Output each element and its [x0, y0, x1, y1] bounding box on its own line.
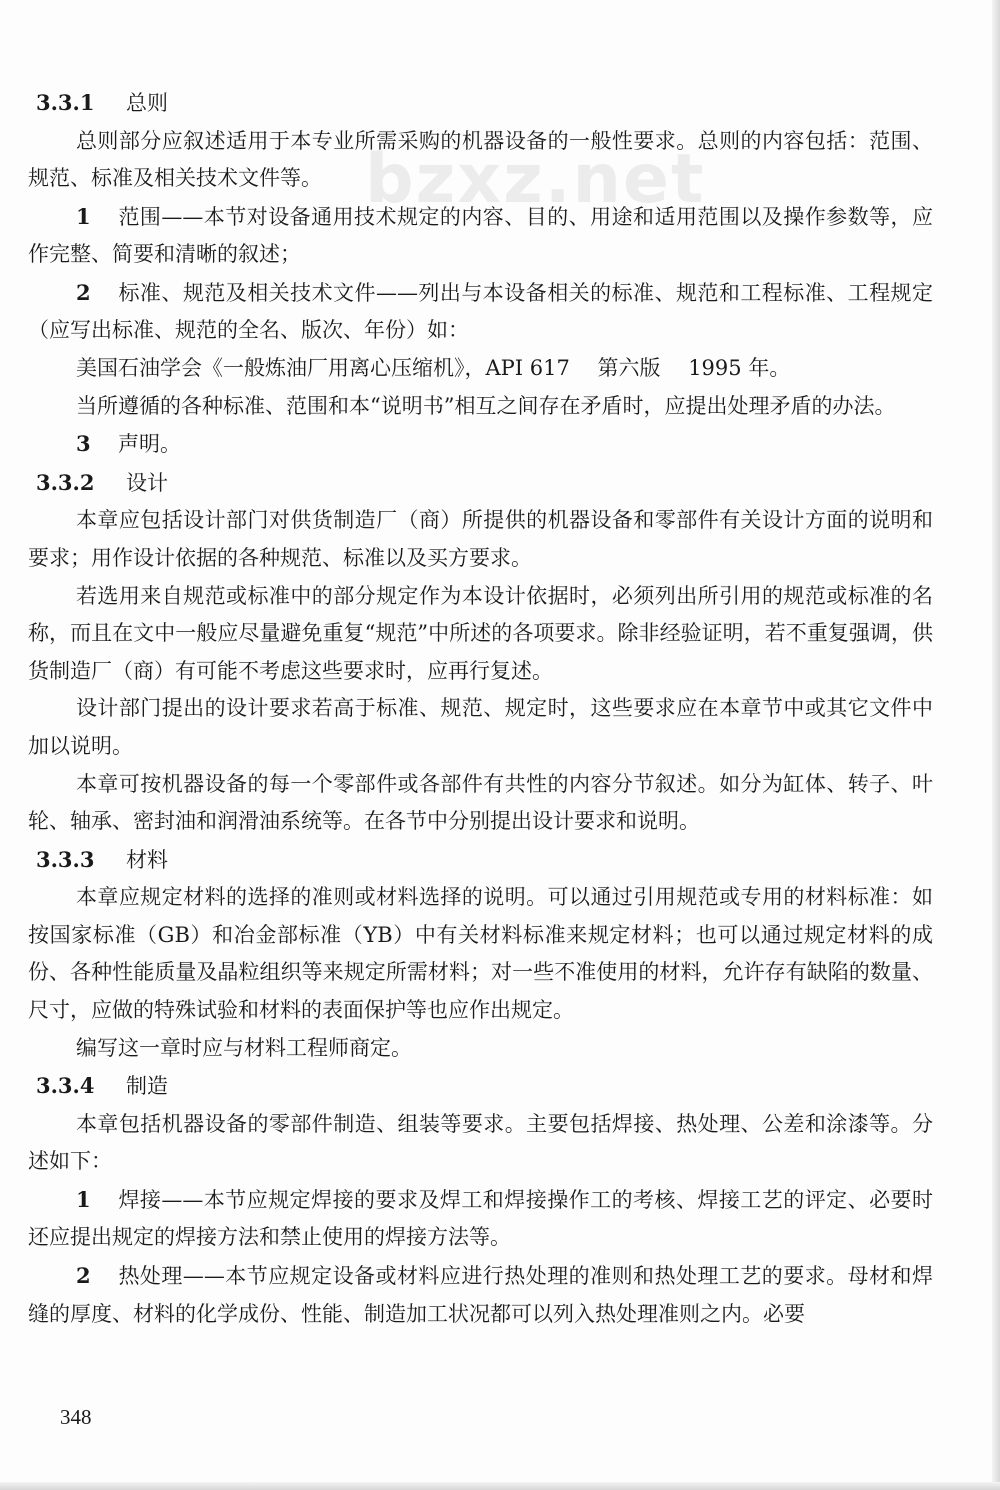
item-text: 范围——本节对设备通用技术规定的内容、目的、用途和适用范围以及操作参数等，应作完整、简要和清晰的叙述； [28, 204, 933, 267]
paragraph: 编写这一章时应与材料工程师商定。 [76, 1035, 412, 1060]
list-item [28, 198, 933, 274]
paragraph: 本章应包括设计部门对供货制造厂（商）所提供的机器设备和零部件有关设计方面的说明和要求；用作设计依据的各种规范、标准以及买方要求。 [28, 508, 933, 570]
paragraph: 本章可按机器设备的每一个零部件或各部件有共性的内容分节叙述。如分为缸体、转子、叶轮、轴承、密封油和润滑油系统等。在各节中分别提出设计要求和说明。 [28, 771, 933, 834]
list-item [28, 425, 933, 464]
item-number: 2 [76, 279, 91, 305]
paragraph: 美国石油学会《一般炼油厂用离心压缩机》，API 617 第六版 1995 年。 [76, 356, 791, 381]
list-item [28, 1181, 933, 1257]
item-number: 2 [76, 1263, 91, 1289]
page-edge-shadow [992, 0, 1000, 1490]
section-heading-3-3-1 [36, 84, 933, 123]
section-number: 3.3.1 [36, 90, 95, 115]
section-title: 材料 [126, 847, 168, 872]
paragraph: 本章应规定材料的选择的准则或材料选择的说明。可以通过引用规范或专用的材料标准：如按国家标准（GB）和冶金部标准（YB）中有关材料标准来规定材料；也可以通过规定材料的成份、各种性能质量及晶粒组织等来规定所需材料；对一些不准使用的材料，允许存有缺陷的数量、尺寸，应做的特殊试验和材料的表面保护等也应作出规定。 [28, 885, 933, 1022]
section-title: 设计 [126, 470, 168, 495]
watermark: bzxz.net [365, 140, 706, 219]
paragraph: 若选用来自规范或标准中的部分规定作为本设计依据时，必须列出所引用的规范或标准的名称，而且在文中一般应尽量避免重复“规范”中所述的各项要求。除非经验证明，若不重复强调，供货制造厂（商）有可能不考虑这些要求时，应再行复述。 [28, 583, 933, 683]
section-number: 3.3.2 [36, 469, 95, 495]
section-heading-3-3-2 [36, 464, 933, 503]
list-item [28, 1257, 933, 1333]
item-number: 1 [76, 203, 91, 229]
item-text: 热处理——本节应规定设备或材料应进行热处理的准则和热处理工艺的要求。母材和焊缝的厚度、材料的化学成份、性能、制造加工状况都可以列入热处理准则之内。必要 [28, 1264, 933, 1326]
item-text: 声明。 [118, 432, 181, 457]
paragraph: 设计部门提出的设计要求若高于标准、规范、规定时，这些要求应在本章节中或其它文件中加以说明。 [28, 696, 933, 758]
paragraph: 当所遵循的各种标准、范围和本“说明书”相互之间存在矛盾时，应提出处理矛盾的办法。 [76, 393, 896, 418]
paragraph: 本章包括机器设备的零部件制造、组装等要求。主要包括焊接、热处理、公差和涂漆等。分述如下： [28, 1111, 933, 1174]
item-text: 焊接——本节应规定焊接的要求及焊工和焊接操作工的考核、焊接工艺的评定、必要时还应提出规定的焊接方法和禁止使用的焊接方法等。 [28, 1187, 933, 1250]
section-title: 总则 [126, 91, 168, 115]
page-content [28, 84, 933, 1333]
item-text: 标准、规范及相关技术文件——列出与本设备相关的标准、规范和工程标准、工程规定（应写出标准、规范的全名、版次、年份）如： [28, 280, 933, 343]
section-number: 3.3.4 [36, 1073, 95, 1099]
page-number: 348 [60, 1405, 92, 1429]
paragraph: 总则部分应叙述适用于本专业所需采购的机器设备的一般性要求。总则的内容包括：范围、规范、标准及相关技术文件等。 [28, 128, 933, 191]
section-heading-3-3-3 [36, 841, 933, 880]
section-heading-3-3-4 [36, 1067, 933, 1106]
list-item [28, 274, 933, 350]
item-number: 3 [76, 431, 91, 457]
section-title: 制造 [126, 1074, 168, 1099]
section-number: 3.3.3 [36, 846, 95, 872]
item-number: 1 [76, 1186, 91, 1212]
page-bottom-shadow [0, 1482, 1000, 1490]
